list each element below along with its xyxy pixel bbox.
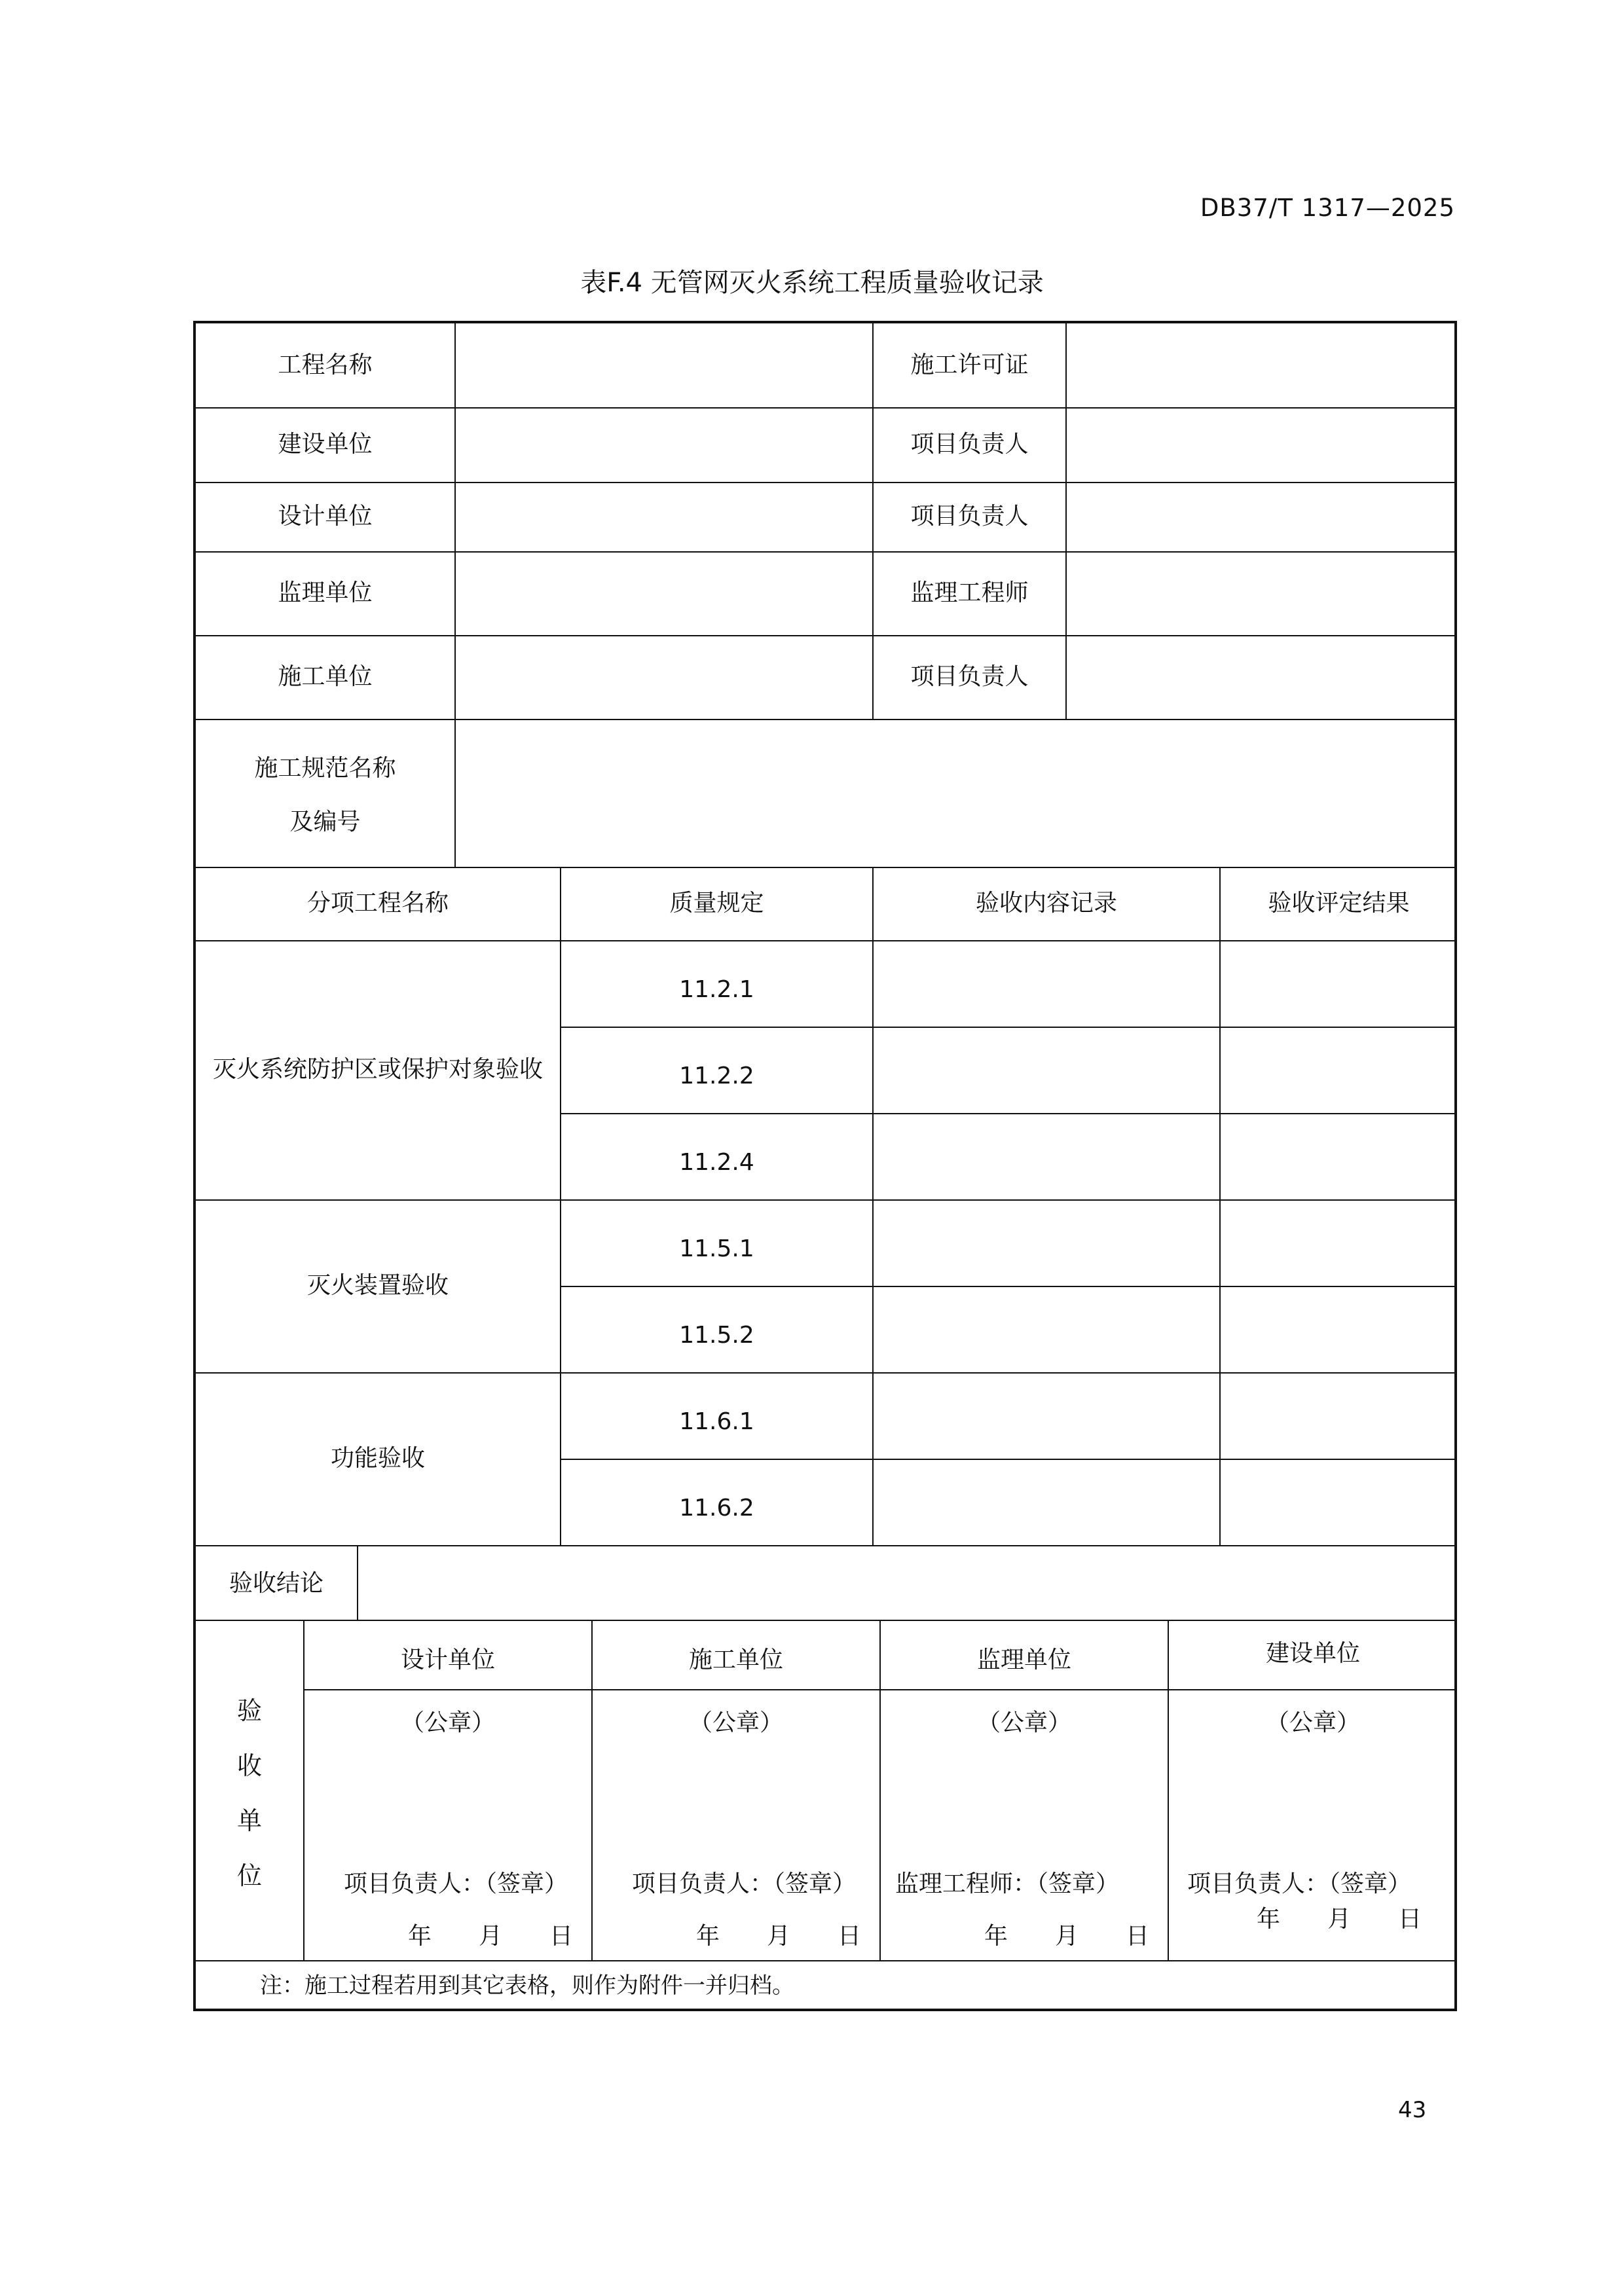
- signer-label: 项目负责人：（签章）: [344, 1870, 568, 1897]
- clause-number: 11.6.2: [679, 1495, 754, 1522]
- spec-number-label: 及编号: [289, 809, 361, 835]
- seal-placeholder: （公章）: [1265, 1709, 1360, 1736]
- build-unit-label: 建设单位: [278, 431, 373, 458]
- clause-number: 11.2.1: [679, 976, 754, 1003]
- supervise-engineer-label: 监理工程师: [910, 579, 1029, 606]
- document-id: DB37/T 1317—2025: [1200, 194, 1455, 222]
- clause-number: 11.5.2: [679, 1322, 754, 1349]
- header-content: 验收内容记录: [975, 890, 1117, 917]
- note: [260, 1975, 794, 1997]
- page-number: 43: [1398, 2097, 1427, 2123]
- acceptance-record-table: [193, 321, 1457, 2011]
- conclusion-label: 验收结论: [229, 1570, 323, 1597]
- date-line: 年 月 日: [984, 1923, 1149, 1950]
- date-line: 年 月 日: [407, 1923, 573, 1950]
- header-quality: 质量规定: [669, 890, 764, 917]
- header-item-name: 分项工程名称: [306, 890, 449, 917]
- seal-placeholder: （公章）: [400, 1709, 495, 1736]
- construct-unit-label: 施工单位: [278, 663, 373, 690]
- date-line: 年 月 日: [1256, 1906, 1422, 1933]
- construction-permit-label: 施工许可证: [910, 352, 1029, 378]
- unit-name: 设计单位: [400, 1647, 495, 1673]
- group-name: 功能验收: [330, 1445, 425, 1472]
- seal-placeholder: （公章）: [976, 1709, 1071, 1736]
- spec-name-label: 施工规范名称: [254, 755, 396, 782]
- signer-label: 项目负责人：（签章）: [632, 1870, 857, 1897]
- clause-number: 11.2.2: [679, 1063, 754, 1089]
- group-name: 灭火装置验收: [306, 1272, 449, 1299]
- date-line: 年 月 日: [695, 1923, 861, 1950]
- table-title: 表F.4 无管网灭火系统工程质量验收记录: [580, 268, 1044, 298]
- clause-number: 11.2.4: [679, 1149, 754, 1176]
- project-manager-label: 项目负责人: [910, 431, 1029, 458]
- group-name: 灭火系统防护区或保护对象验收: [212, 1056, 543, 1083]
- unit-name: 施工单位: [688, 1647, 783, 1673]
- note-text: 施工过程若用到其它表格，则作为附件一并归档。: [304, 1973, 794, 1999]
- design-unit-label: 设计单位: [278, 503, 373, 530]
- clause-number: 11.6.1: [679, 1408, 754, 1435]
- signer-label: 项目负责人：（签章）: [1187, 1870, 1412, 1897]
- unit-name: 建设单位: [1265, 1640, 1360, 1667]
- project-manager-label: 项目负责人: [910, 663, 1029, 690]
- acceptance-unit-side-label: 验收单位: [236, 1696, 262, 1890]
- clause-number: 11.5.1: [679, 1235, 754, 1262]
- supervise-unit-label: 监理单位: [278, 579, 373, 606]
- seal-placeholder: （公章）: [688, 1709, 783, 1736]
- signer-label: 监理工程师：（签章）: [895, 1870, 1120, 1897]
- project-manager-label: 项目负责人: [910, 503, 1029, 530]
- note-label: 注：: [260, 1973, 304, 1999]
- project-name-label: 工程名称: [278, 352, 373, 378]
- header-result: 验收评定结果: [1268, 890, 1410, 917]
- unit-name: 监理单位: [976, 1647, 1071, 1673]
